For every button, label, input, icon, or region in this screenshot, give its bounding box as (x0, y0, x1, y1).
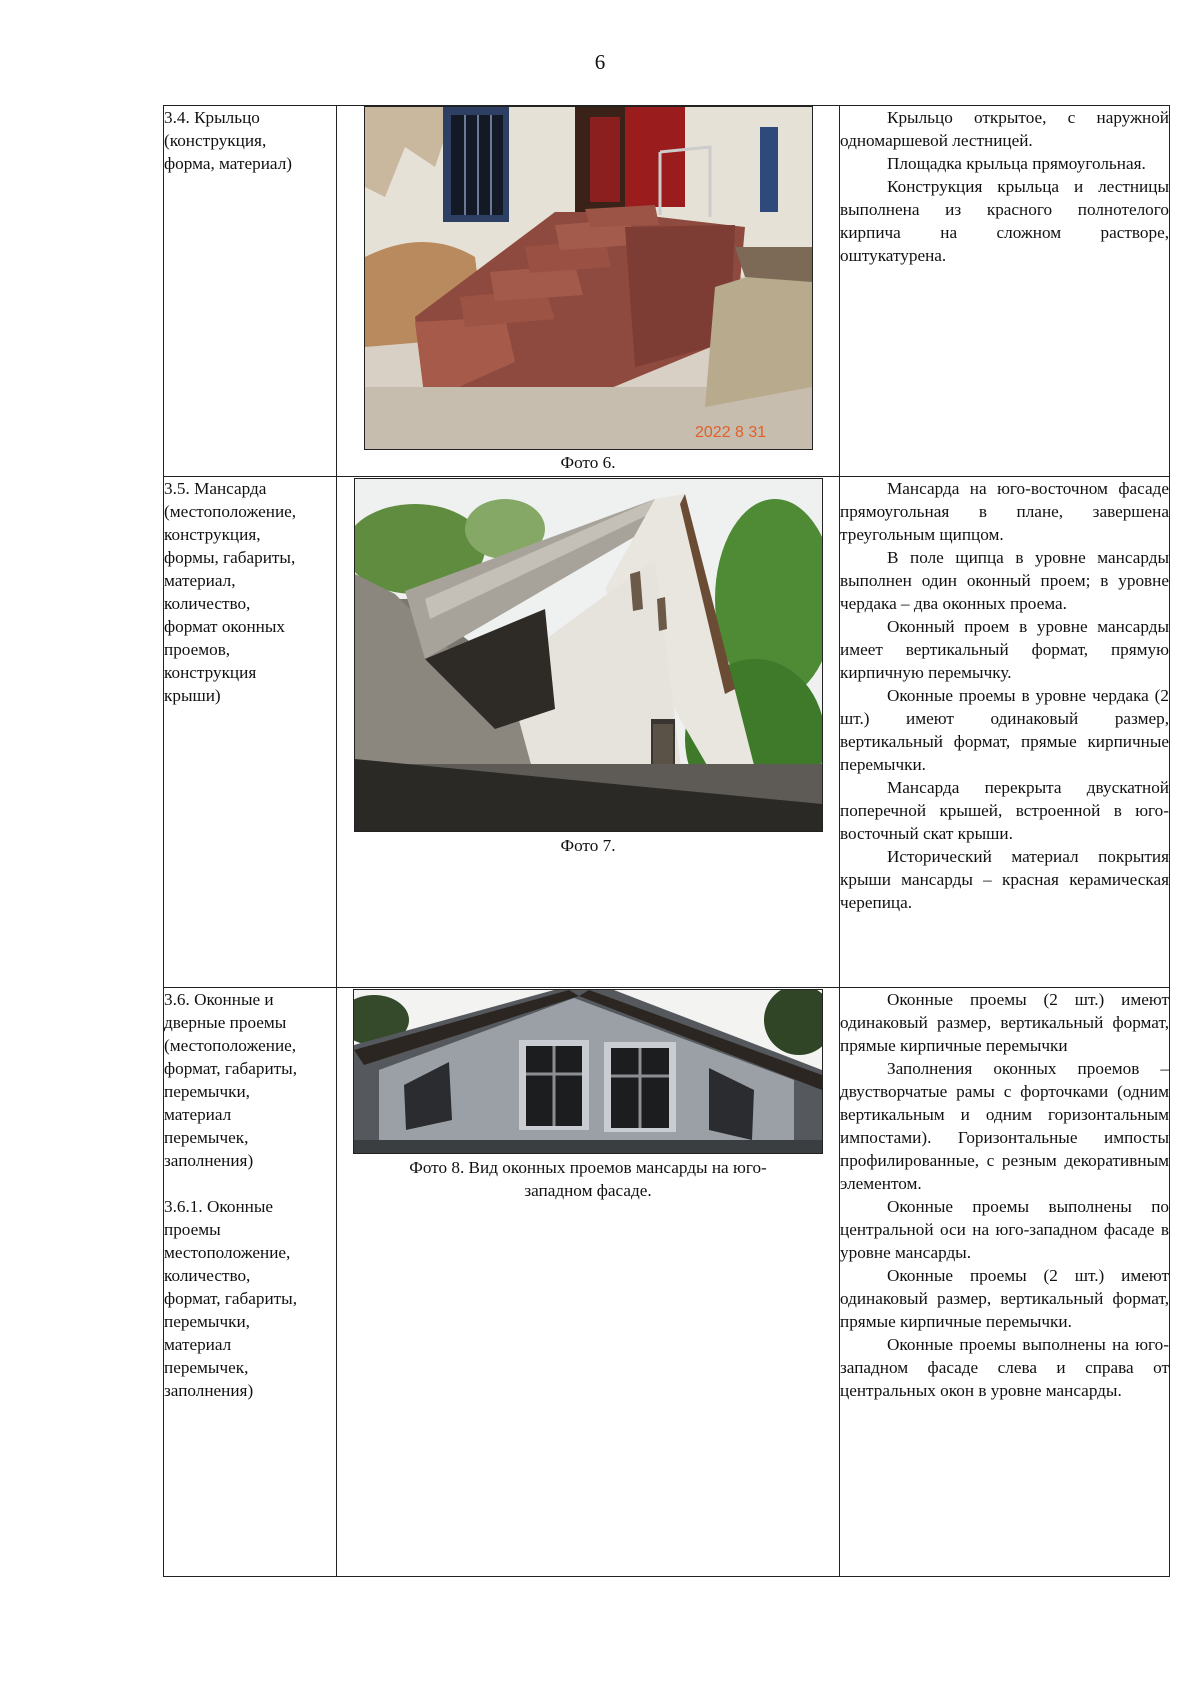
photo-cell (337, 477, 840, 988)
label-line: материал (164, 1105, 232, 1124)
label-line: заполнения) (164, 1151, 254, 1170)
photo-8-window-openings (353, 989, 823, 1154)
photo-cell (337, 106, 840, 477)
label-line: (конструкция, (164, 131, 267, 150)
page-number: 6 (594, 50, 606, 74)
table-row-porch (164, 106, 1170, 477)
description-paragraph: Конструкция крыльца и лестницы выполнена из красного полнотелого кирпича на сложном растворе, оштукатурена. (840, 177, 1169, 265)
description-paragraph: Оконные проемы выполнены по центральной оси на юго-западном фасаде в уровне мансарды. (840, 1197, 1169, 1262)
photo-caption: Фото 6. (560, 453, 616, 472)
photo-caption: Фото 7. (560, 836, 616, 855)
passport-table (163, 105, 1170, 1577)
description-paragraph: Оконные проемы (2 шт.) имеют одинаковый размер, вертикальный формат, прямые кирпичные перемычки. (840, 1266, 1169, 1331)
sublabel-line: материал (164, 1335, 232, 1354)
description-cell (840, 477, 1170, 988)
description-cell (840, 106, 1170, 477)
label-line: формат, габариты, (164, 1059, 298, 1078)
description-paragraph: Площадка крыльца прямоугольная. (887, 154, 1146, 173)
table-row-mansard (164, 477, 1170, 988)
label-line: (местоположение, (164, 502, 297, 521)
photo-6-porch (364, 106, 813, 450)
label-cell (164, 106, 337, 477)
description-paragraph: Мансарда перекрыта двускатной поперечной крышей, встроенной в юго-восточный скат крыши. (840, 778, 1169, 843)
sublabel-line: местоположение, (164, 1243, 291, 1262)
label-line: 3.5. Мансарда (164, 479, 267, 498)
label-line: проемов, (164, 640, 231, 659)
sublabel-line: 3.6.1. Оконные (164, 1197, 274, 1216)
description-paragraph: Оконные проемы (2 шт.) имеют одинаковый размер, вертикальный формат, прямые кирпичные перемычки (840, 990, 1169, 1055)
description-paragraph: Оконные проемы выполнены на юго-западном фасаде слева и справа от центральных окон в уровне мансарды. (840, 1335, 1169, 1400)
label-line: 3.4. Крыльцо (164, 108, 260, 127)
sublabel-line: перемычки, (164, 1312, 250, 1331)
label-line: конструкция (164, 663, 257, 682)
description-paragraph: Заполнения оконных проемов – двустворчатые рамы с форточками (одним вертикальным и одним горизонтальным импостами). Горизонтальные импосты профилированные, с резным декоративным элементом. (840, 1059, 1169, 1193)
sublabel-line: перемычек, (164, 1358, 249, 1377)
label-line: перемычек, (164, 1128, 249, 1147)
photo-date-stamp: 2022 8 31 (694, 424, 766, 441)
sublabel-line: формат, габариты, (164, 1289, 298, 1308)
label-line: крыши) (164, 686, 221, 705)
label-line: конструкция, (164, 525, 261, 544)
sublabel-line: заполнения) (164, 1381, 254, 1400)
sublabel-line: проемы (164, 1220, 221, 1239)
label-cell (164, 988, 337, 1577)
sublabel-line: количество, (164, 1266, 251, 1285)
table-row-openings (164, 988, 1170, 1577)
label-line: формы, габариты, (164, 548, 296, 567)
label-line: количество, (164, 594, 251, 613)
photo-caption: Фото 8. Вид оконных проемов мансарды на юго- (409, 1158, 767, 1177)
label-line: форма, материал) (164, 154, 292, 173)
photo-caption: западном фасаде. (524, 1181, 652, 1200)
label-line: (местоположение, (164, 1036, 297, 1055)
description-paragraph: Исторический материал покрытия крыши мансарды – красная керамическая черепица. (840, 847, 1169, 912)
label-line: формат оконных (164, 617, 286, 636)
description-paragraph: Мансарда на юго-восточном фасаде прямоугольная в плане, завершена треугольным щипцом. (840, 479, 1169, 544)
label-line: материал, (164, 571, 236, 590)
description-paragraph: Оконные проемы в уровне чердака (2 шт.) имеют одинаковый размер, вертикальный формат, прямые кирпичные перемычки. (840, 686, 1169, 774)
label-cell (164, 477, 337, 988)
description-paragraph: В поле щипца в уровне мансарды выполнен один оконный проем; в уровне чердака – два оконных проема. (840, 548, 1169, 613)
description-paragraph: Крыльцо открытое, с наружной одномаршевой лестницей. (840, 108, 1169, 150)
photo-cell (337, 988, 840, 1577)
description-cell (840, 988, 1170, 1577)
photo-7-mansard (354, 478, 823, 832)
description-paragraph: Оконный проем в уровне мансарды имеет вертикальный формат, прямую кирпичную перемычку. (840, 617, 1169, 682)
label-line: дверные проемы (164, 1013, 287, 1032)
label-line: 3.6. Оконные и (164, 990, 274, 1009)
label-line: перемычки, (164, 1082, 250, 1101)
